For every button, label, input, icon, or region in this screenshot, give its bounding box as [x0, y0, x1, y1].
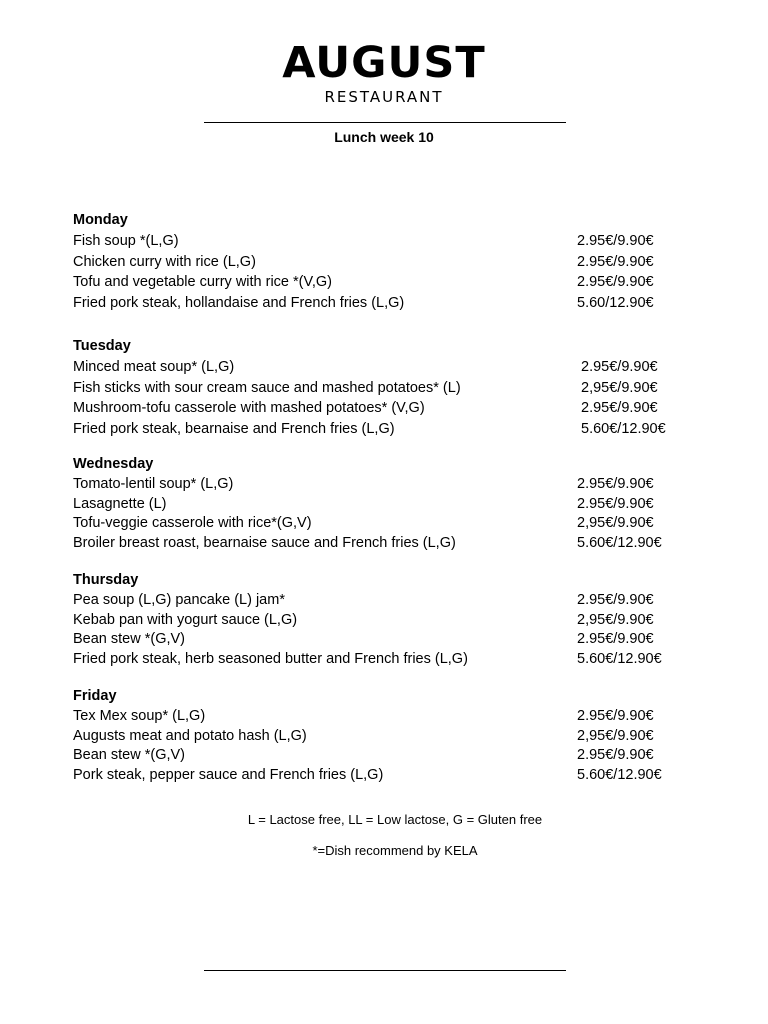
- dish-name: Tofu and vegetable curry with rice *(V,G): [73, 274, 332, 290]
- dish-name: Tofu-veggie casserole with rice*(G,V): [73, 515, 312, 531]
- menu-item: [73, 727, 713, 747]
- menu-item: [73, 272, 713, 293]
- menu-item: [73, 252, 713, 273]
- menu-item: [73, 630, 713, 650]
- dish-name: Fish sticks with sour cream sauce and mashed potatoes* (L): [73, 379, 461, 396]
- logo-wordmark: AUGUST: [282, 38, 486, 88]
- dish-name: Chicken curry with rice (L,G): [73, 253, 256, 270]
- restaurant-logo: [0, 40, 768, 106]
- day-section-tuesday: [73, 336, 713, 439]
- dish-price: 2,95€/9.90€: [577, 611, 654, 628]
- menu-item: [73, 495, 713, 515]
- dish-price: 2.95€/9.90€: [577, 708, 654, 724]
- logo-subtitle: RESTAURANT: [324, 88, 444, 106]
- day-heading: Monday: [73, 212, 128, 228]
- dish-name: Fried pork steak, bearnaise and French fries (L,G): [73, 420, 395, 437]
- menu-item: [73, 378, 713, 399]
- dish-name: Pea soup (L,G) pancake (L) jam*: [73, 592, 285, 608]
- dish-price: 2,95€/9.90€: [577, 727, 654, 744]
- day-heading: Thursday: [73, 572, 139, 588]
- dish-name: Broiler breast roast, bearnaise sauce and French fries (L,G): [73, 534, 456, 551]
- dish-name: Bean stew *(G,V): [73, 631, 186, 647]
- menu-item: [73, 591, 713, 611]
- dish-price: 5.60/12.90€: [577, 294, 654, 311]
- menu-item: [73, 707, 713, 727]
- menu-item: [73, 231, 713, 252]
- top-divider: [204, 122, 566, 123]
- menu-item: [73, 534, 713, 554]
- dish-name: Lasagnette (L): [73, 495, 167, 512]
- dish-name: Minced meat soup* (L,G): [73, 359, 235, 375]
- dish-price: 5.60€/12.90€: [577, 534, 662, 551]
- dish-name: Mushroom-tofu casserole with mashed potatoes* (V,G): [73, 400, 425, 416]
- dish-name: Fish soup *(L,G): [73, 233, 179, 249]
- dish-price: 5.60€/12.90€: [581, 420, 666, 437]
- dish-name: Tomato-lentil soup* (L,G): [73, 476, 234, 492]
- menu-item: [73, 419, 713, 440]
- menu-item: [73, 746, 713, 766]
- menu-item: [73, 475, 713, 495]
- dish-price: 2,95€/9.90€: [581, 379, 658, 396]
- day-section-wednesday: [73, 454, 713, 553]
- page-title: Lunch week 10: [334, 129, 434, 145]
- dish-name: Fried pork steak, herb seasoned butter and French fries (L,G): [73, 650, 468, 667]
- dish-price: 2.95€/9.90€: [577, 253, 654, 270]
- dish-name: Augusts meat and potato hash (L,G): [73, 727, 307, 744]
- dish-price: 2.95€/9.90€: [581, 400, 658, 416]
- menu-item: [73, 398, 713, 419]
- dish-price: 2.95€/9.90€: [577, 476, 654, 492]
- diet-legend: L = Lactose free, LL = Low lactose, G = Gluten free: [247, 812, 543, 827]
- dish-price: 2.95€/9.90€: [577, 233, 654, 249]
- dish-name: Fried pork steak, hollandaise and French fries (L,G): [73, 294, 405, 311]
- menu-item: [73, 766, 713, 786]
- dish-price: 2.95€/9.90€: [577, 274, 654, 290]
- kela-note: *=Dish recommend by KELA: [312, 843, 478, 858]
- menu-item: [73, 293, 713, 314]
- day-heading: Tuesday: [73, 338, 131, 354]
- dish-name: Tex Mex soup* (L,G): [73, 708, 206, 724]
- dish-name: Bean stew *(G,V): [73, 747, 186, 763]
- dish-price: 2.95€/9.90€: [577, 592, 654, 608]
- dish-price: 5.60€/12.90€: [577, 650, 662, 667]
- day-section-friday: [73, 686, 713, 785]
- menu-item: [73, 514, 713, 534]
- dish-price: 5.60€/12.90€: [577, 766, 662, 783]
- menu-item: [73, 611, 713, 631]
- dish-price: 2.95€/9.90€: [577, 495, 654, 512]
- menu-item: [73, 357, 713, 378]
- day-heading: Wednesday: [73, 456, 154, 472]
- day-heading: Friday: [73, 688, 117, 704]
- day-section-monday: [73, 210, 713, 313]
- dish-name: Pork steak, pepper sauce and French fries (L,G): [73, 766, 384, 783]
- dish-price: 2,95€/9.90€: [577, 515, 654, 531]
- menu-item: [73, 650, 713, 670]
- dish-price: 2.95€/9.90€: [581, 359, 658, 375]
- dish-price: 2.95€/9.90€: [577, 747, 654, 763]
- dish-price: 2.95€/9.90€: [577, 631, 654, 647]
- dish-name: Kebab pan with yogurt sauce (L,G): [73, 611, 298, 628]
- day-section-thursday: [73, 570, 713, 669]
- bottom-divider: [204, 970, 566, 971]
